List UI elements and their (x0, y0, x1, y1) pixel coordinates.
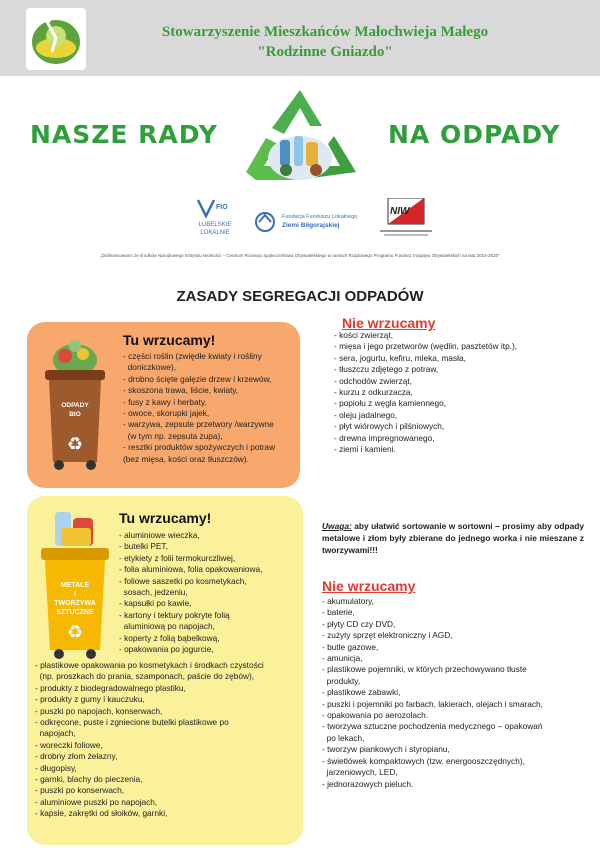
metale-box (27, 496, 303, 845)
fio-logo (190, 196, 240, 244)
list-item: - produkty z biodegradowalnego plastiku, (35, 682, 186, 693)
list-item: - kapsułki po kawie, (119, 598, 192, 609)
uwaga-text: aby ułatwić sortowanie w sortowni – prosimy aby odpady metalowe i złom były zbierane do jednego worka i nie mieszane z tworzywami!!! (322, 521, 584, 555)
list-item: - drewna impregnowanego, (334, 432, 435, 443)
uwaga-note (322, 520, 584, 556)
list-item: - płyt wiórowych i pilśniowych, (334, 421, 445, 432)
list-item: - puszki i pojemniki po farbach, lakierach, olejach i smarach, (322, 698, 543, 709)
list-item: - drobny złom żelazny, (35, 751, 118, 762)
list-item: - plastikowe pojemniki, w których przechowywano tłuste (322, 664, 527, 675)
list-item: - folia aluminiowa, folia opakowaniowa, (119, 564, 263, 575)
list-item: aluminiową po napojach, (119, 621, 215, 632)
list-item: (w tym np. zepsuta zupa), (123, 430, 223, 441)
niw-logo (380, 196, 432, 244)
metale-no-title: Nie wrzucamy (322, 578, 416, 594)
list-item: - ziemi i kamieni. (334, 444, 396, 455)
bio-no-list (334, 330, 584, 455)
list-item: - tłuszczu zdjętego z potraw, (334, 364, 439, 375)
bio-box (27, 322, 300, 488)
list-item: - kości zwierząt, (334, 330, 394, 340)
association-name-line2: "Rodzinne Gniazdo" (257, 44, 393, 60)
hero-title-left: NASZE RADY (30, 120, 218, 149)
bio-bin-label2: BIO (69, 411, 81, 418)
list-item: - puszki po napojach, konserwach, (35, 705, 163, 716)
list-item: - butle gazowe, (322, 641, 379, 652)
recycle-icon (238, 86, 362, 192)
association-name (95, 22, 555, 62)
metale-bin-label3: TWORZYWA (54, 600, 96, 607)
list-item: - foliowe saszetki po kosmetykach, (119, 575, 247, 586)
list-item: - kartony i tektury pokryte folią (119, 609, 230, 620)
list-item: - akumulatory, (322, 596, 374, 606)
list-item: - odchodów zwierząt, (334, 375, 412, 386)
niw-subtext (380, 230, 432, 232)
niw-text: NIW (390, 206, 410, 217)
niw-subtext-2 (384, 234, 428, 236)
bio-bin-label1: ODPADY (61, 402, 89, 409)
list-item: - drobno ścięte gałęzie drzew i krzewów, (123, 373, 272, 384)
list-item: - amunicja, (322, 653, 363, 664)
uwaga-label: Uwaga: (322, 521, 352, 531)
list-item: po lekach, (322, 732, 365, 743)
header-bar (0, 0, 600, 76)
list-item: sosach, jedzeniu, (119, 587, 188, 598)
list-item: - oleju jadalnego, (334, 409, 398, 420)
list-item: - tworzyw piankowych i styropianu, (322, 744, 450, 755)
list-item: - aluminiowe puszki po napojach, (35, 796, 158, 807)
list-item: - skoszona trawa, liście, kwiaty, (123, 385, 239, 396)
list-item: - warzywa, zepsute przetwory /warzywne (123, 419, 274, 430)
list-item: doniczkowe), (123, 362, 177, 373)
hero-title-right: NA ODPADY (388, 120, 561, 149)
list-item: jarzeniowych, LED, (322, 767, 398, 778)
fundacja-line1: Fundacja Funduszu Lokalnego (282, 214, 358, 220)
association-name-line1: Stowarzyszenie Mieszkańców Małochwieja Małego (161, 24, 489, 40)
bio-yes-title: Tu wrzucamy! (123, 332, 216, 348)
metale-bin-label4: SZTUCZNE (56, 609, 94, 616)
list-item: - plastikowe opakowania po kosmetykach i środkach czystości (35, 660, 264, 670)
list-item: (bez mięsa, kości oraz tłuszczów). (123, 453, 249, 464)
recycle-symbol-icon: ♻ (66, 434, 84, 454)
list-item: - części roślin (zwiędłe kwiaty i rośliny (123, 351, 262, 361)
metale-yes-title: Tu wrzucamy! (119, 510, 212, 526)
list-item: - długopisy, (35, 762, 77, 773)
list-item: - butelki PET, (119, 541, 168, 552)
list-item: - sera, jogurtu, kefiru, mleka, masła, (334, 352, 466, 363)
bio-yes-list (123, 351, 295, 465)
metale-bin-label2: I (74, 591, 76, 598)
bio-bin-icon (39, 332, 111, 472)
list-item: - woreczki foliowe, (35, 739, 103, 750)
list-item: - garnki, blachy do pieczenia, (35, 774, 143, 785)
fio-lubelskie: LUBELSKIE (198, 222, 232, 228)
list-item: (np. proszkach do prania, szamponach, paście do zębów), (35, 671, 255, 682)
funding-note: „Dofinansowano ze środków Narodowego Instytutu Wolności – Centrum Rozwoju Społeczeństwa Obywatelskiego w ramach Rządowego Programu Fundusz Inicjatyw Obywatelskich na lata 2014-2020" (100, 253, 500, 258)
list-item: - świetlówek kompaktowych (tzw. energooszczędnych), (322, 755, 525, 766)
list-item: - jednorazowych pieluch. (322, 778, 414, 789)
list-item: - baterie, (322, 607, 355, 618)
list-item: - plastikowe zabawki, (322, 687, 401, 698)
fundacja-line2: Ziemi Biłgorajskiej (282, 222, 340, 229)
list-item: - popiołu z węgla kamiennego, (334, 398, 447, 409)
list-item: - opakowania po jogurcie, (119, 644, 214, 655)
metale-no-list (322, 596, 584, 790)
list-item: - odkręcone, puste i zgniecione butelki plastikowe po (35, 717, 229, 728)
list-item: - etykiety z folii termokurczliwej, (119, 552, 236, 563)
list-item: - fusy z kawy i herbaty, (123, 396, 207, 407)
list-item: napojach, (35, 728, 76, 739)
list-item: - płyty CD czy DVD, (322, 618, 396, 629)
bio-no-title: Nie wrzucamy (342, 315, 436, 331)
metale-bin-icon (37, 510, 113, 660)
list-item: - zużyty sprzęt elektroniczny i AGD, (322, 630, 453, 641)
fio-lokalnie: LOKALNIE (200, 230, 230, 236)
list-item: - produkty z gumy i kauczuku, (35, 694, 145, 705)
list-item: - resztki produktów spożywczych i potraw (123, 442, 276, 453)
list-item: - puszki po konserwach, (35, 785, 125, 796)
list-item: - koperty z folią bąbelkową, (119, 632, 220, 643)
fundacja-logo (252, 196, 362, 244)
list-item: - kurzu z odkurzacza, (334, 387, 413, 398)
section-title: ZASADY SEGREGACJI ODPADÓW (176, 288, 424, 305)
list-item: - aluminiowe wieczka, (119, 530, 200, 540)
metale-yes-list-full (35, 660, 297, 820)
list-item: - mięsa i jego przetworów (wędlin, pasztetów itp.), (334, 341, 518, 352)
list-item: - tworzywa sztuczne pochodzenia medycznego – opakowań (322, 721, 543, 732)
list-item: produkty, (322, 675, 361, 686)
metale-yes-list (119, 530, 299, 655)
list-item: - owoce, skorupki jajek, (123, 408, 210, 419)
list-item: - kapsle, zakrętki od słoików, garnki, (35, 808, 168, 819)
association-logo (26, 8, 86, 70)
metale-bin-label1: METALE (60, 582, 90, 589)
list-item: - opakowania po aerozolach. (322, 710, 429, 721)
recycle-symbol-icon: ♻ (66, 622, 84, 642)
fio-text: FIO (216, 204, 228, 211)
